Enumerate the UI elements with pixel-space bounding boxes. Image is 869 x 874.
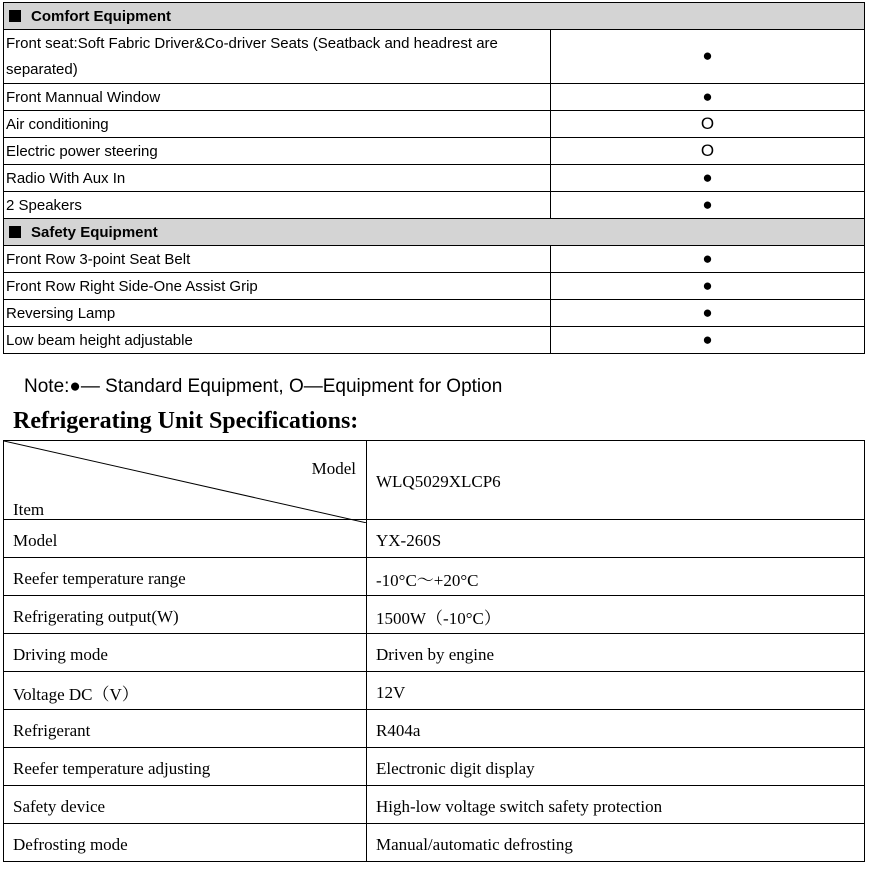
option-circle-icon: O	[700, 114, 715, 133]
item-header-label: Item	[13, 500, 45, 519]
standard-dot-icon: ●	[702, 195, 713, 214]
spec-value: Electronic digit display	[367, 748, 865, 786]
model-header-label: Model	[311, 459, 356, 478]
spec-value: Manual/automatic defrosting	[367, 824, 865, 862]
specs-table	[3, 440, 865, 862]
standard-dot-icon: ●	[702, 168, 713, 187]
spec-value: YX-260S	[367, 520, 865, 558]
standard-dot-icon: ●	[702, 303, 713, 322]
standard-dot-icon: ●	[702, 87, 713, 106]
standard-dot-icon: ●	[702, 330, 713, 349]
table-row	[4, 824, 865, 862]
table-row	[4, 84, 865, 111]
square-bullet-icon	[9, 226, 21, 238]
table-row	[4, 246, 865, 273]
feature-cell: Front Mannual Window	[4, 84, 551, 111]
table-row	[4, 273, 865, 300]
table-row	[4, 30, 865, 84]
spec-value: Driven by engine	[367, 634, 865, 672]
feature-cell: Front Row Right Side-One Assist Grip	[4, 273, 551, 300]
table-row	[4, 300, 865, 327]
table-row	[4, 672, 865, 710]
spec-item: Model	[4, 520, 367, 558]
diagonal-line	[4, 441, 367, 523]
feature-cell: Front Row 3-point Seat Belt	[4, 246, 551, 273]
spec-value: R404a	[367, 710, 865, 748]
model-value-cell: WLQ5029XLCP6	[367, 441, 865, 520]
spec-item: Defrosting mode	[4, 824, 367, 862]
table-row	[4, 710, 865, 748]
spec-value: High-low voltage switch safety protection	[367, 786, 865, 824]
comfort-heading: Comfort Equipment	[31, 7, 171, 25]
table-row	[4, 558, 865, 596]
spec-item: Reefer temperature range	[4, 558, 367, 596]
table-row	[4, 192, 865, 219]
safety-section-header	[4, 219, 865, 246]
legend-note: Note:●— Standard Equipment, O—Equipment for Option	[24, 376, 503, 397]
table-row	[4, 634, 865, 672]
table-row	[4, 786, 865, 824]
table-row	[4, 111, 865, 138]
equipment-table	[3, 2, 865, 354]
spec-item: Safety device	[4, 786, 367, 824]
spec-item: Driving mode	[4, 634, 367, 672]
feature-cell: Radio With Aux In	[4, 165, 551, 192]
spec-item: Reefer temperature adjusting	[4, 748, 367, 786]
specs-header-row	[4, 441, 865, 520]
table-row	[4, 327, 865, 354]
standard-dot-icon: ●	[702, 46, 713, 65]
page-title: Refrigerating Unit Specifications:	[13, 408, 359, 434]
spec-value: 1500W（-10°C）	[367, 596, 865, 634]
table-row	[4, 748, 865, 786]
option-circle-icon: O	[700, 141, 715, 160]
spec-item: Voltage DC（V）	[4, 672, 367, 710]
feature-cell: Front seat:Soft Fabric Driver&Co-driver Seats (Seatback and headrest are separated)	[4, 30, 551, 84]
table-row	[4, 596, 865, 634]
spec-item: Refrigerating output(W)	[4, 596, 367, 634]
table-row	[4, 138, 865, 165]
feature-cell: 2 Speakers	[4, 192, 551, 219]
spec-value: 12V	[367, 672, 865, 710]
feature-cell: Electric power steering	[4, 138, 551, 165]
feature-cell: Low beam height adjustable	[4, 327, 551, 354]
comfort-section-header	[4, 3, 865, 30]
table-row	[4, 165, 865, 192]
table-row	[4, 520, 865, 558]
spec-value: -10°C～+20°C	[367, 558, 865, 596]
feature-cell: Reversing Lamp	[4, 300, 551, 327]
diagonal-header-cell	[4, 441, 367, 520]
safety-heading: Safety Equipment	[31, 223, 158, 241]
standard-dot-icon: ●	[702, 276, 713, 295]
square-bullet-icon	[9, 10, 21, 22]
feature-cell: Air conditioning	[4, 111, 551, 138]
spec-item: Refrigerant	[4, 710, 367, 748]
standard-dot-icon: ●	[702, 249, 713, 268]
